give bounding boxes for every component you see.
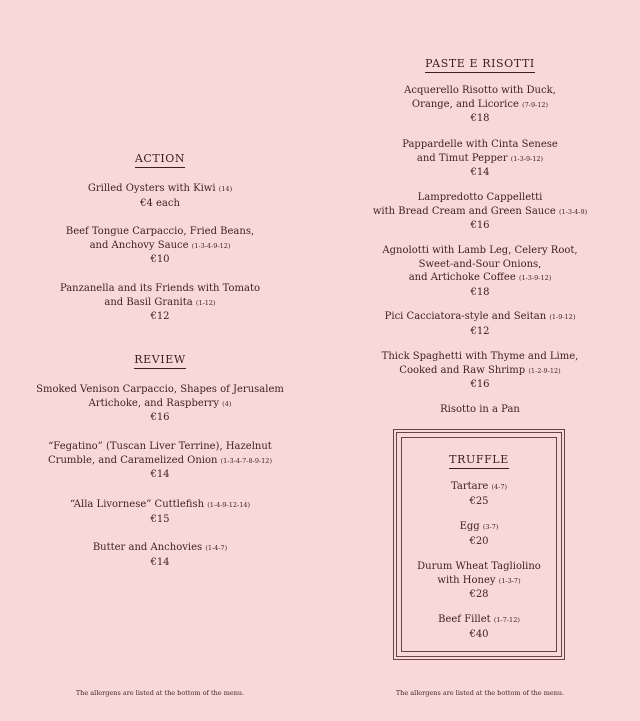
- menu-item: Beef Fillet (1-7-12) €40: [393, 613, 565, 641]
- menu-item: “Fegatino” (Tuscan Liver Terrine), Hazelnut Crumble, and Caramelized Onion (1-3-4-7-8-9-12) €14: [0, 440, 320, 482]
- menu-item: “Alla Livornese” Cuttlefish (1-4-9-12-14) €15: [0, 498, 320, 526]
- menu-item: Risotto in a Pan: [440, 404, 520, 415]
- menu-item: Thick Spaghetti with Thyme and Lime, Cooked and Raw Shrimp (1-2-9-12) €16: [320, 350, 640, 392]
- menu-item: Durum Wheat Tagliolino with Honey (1-3-7) €28: [393, 560, 565, 602]
- menu-item-price: €18: [470, 286, 490, 298]
- menu-item-price: €18: [470, 113, 490, 124]
- menu-item-price: €25: [469, 495, 489, 507]
- menu-item-price: €4 each: [140, 197, 180, 209]
- section-title-truffle: TRUFFLE: [393, 453, 565, 469]
- section-title-paste-e-risotti: PASTE E RISOTTI: [320, 57, 640, 73]
- menu-item: Butter and Anchovies (1-4-7) €14: [0, 541, 320, 569]
- menu-item-price: €16: [150, 412, 170, 423]
- menu-item-price: €20: [469, 535, 489, 547]
- menu-item-price: €16: [470, 220, 490, 231]
- menu-item-price: €15: [150, 513, 170, 525]
- menu-item: Acquerello Risotto with Duck, Orange, and Licorice (7-9-12) €18: [320, 84, 640, 126]
- menu-item: Agnolotti with Lamb Leg, Celery Root, Sweet-and-Sour Onions, and Artichoke Coffee (1-3-9-12) €18: [320, 244, 640, 299]
- menu-item-price: €10: [150, 254, 170, 265]
- menu-item: Egg (3-7) €20: [393, 520, 565, 548]
- menu-item-price: €14: [150, 469, 170, 480]
- menu-item-price: €12: [150, 311, 170, 322]
- menu-item-price: €28: [469, 589, 489, 600]
- menu-item: Pappardelle with Cinta Senese and Timut Pepper (1-3-9-12) €14: [320, 138, 640, 180]
- menu-item: Tartare (4-7) €25: [393, 480, 565, 508]
- menu-item-price: €40: [469, 628, 489, 640]
- section-title-review: REVIEW: [0, 353, 320, 369]
- menu-item: Panzanella and its Friends with Tomato and Basil Granita (1-12) €12: [0, 282, 320, 324]
- menu-item: Smoked Venison Carpaccio, Shapes of Jerusalem Artichoke, and Raspberry (4) €16: [0, 383, 320, 425]
- menu-item-price: €14: [470, 167, 490, 178]
- menu-item-price: €16: [470, 379, 490, 390]
- truffle-section: [393, 0, 565, 721]
- menu-item: Lampredotto Cappelletti with Bread Cream and Green Sauce (1-3-4-9) €16: [320, 191, 640, 233]
- menu-item: Pici Cacciatora-style and Seitan (1-9-12) €12: [320, 310, 640, 338]
- allergen-footnote: The allergens are listed at the bottom of the menu.: [395, 689, 565, 697]
- section-title-action: ACTION: [0, 152, 320, 168]
- menu-item-price: €12: [470, 325, 490, 337]
- allergen-footnote: The allergens are listed at the bottom of the menu.: [75, 689, 245, 697]
- menu-item: Beef Tongue Carpaccio, Fried Beans, and Anchovy Sauce (1-3-4-9-12) €10: [0, 225, 320, 267]
- menu-item-price: €14: [150, 556, 170, 568]
- menu-item: Grilled Oysters with Kiwi (14) €4 each: [0, 182, 320, 210]
